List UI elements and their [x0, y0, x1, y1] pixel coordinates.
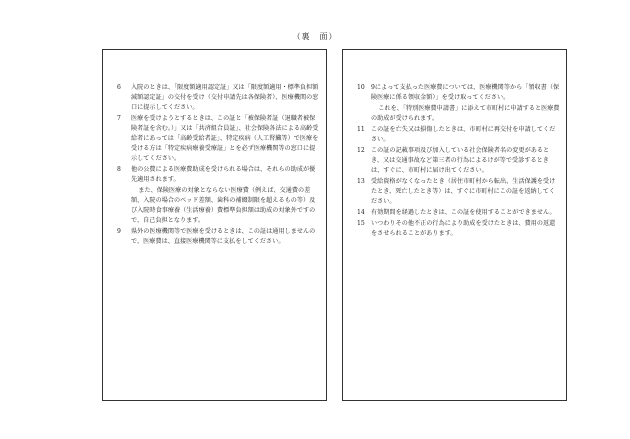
notice-item-6: [117, 83, 320, 113]
notice-item-text: 9によって支払った医療費については、医療機関等から「領収書（保険医療に係る領収金額）」を受け取ってください。: [371, 84, 560, 101]
notice-item-7: [117, 114, 320, 164]
notice-item-13: [357, 177, 560, 207]
notice-item-9: [117, 227, 320, 247]
notice-item-number: 10: [357, 84, 365, 91]
right-notice-panel: [342, 49, 567, 401]
left-notice-panel: [102, 49, 327, 401]
page-header-title: （裏 面）: [292, 32, 338, 41]
notice-item-number: 9: [117, 228, 121, 235]
notice-item-number: 15: [357, 220, 365, 227]
notice-item-10-continuation: これを、「特別医療費申請書」に添えて市町村に申請すると医療費の助成が受けられます。: [371, 105, 560, 122]
notice-item-text: 医療を受けようとするときは、この証と「被保険者証（退職者被保険者証を含む。）」又は「共済組合員証」、社会保険各法による高齢受給者にあっては「高齢受給者証」、特定疾病（人工腎臓等）で医療を受ける方は「特定疾病療養受療証」とを必ず医療機関等の窓口に提示してください。: [131, 115, 319, 162]
notice-item-number: 14: [357, 209, 365, 216]
notice-item-8: [117, 165, 320, 185]
notice-item-11: [357, 125, 560, 145]
notice-item-number: 8: [117, 166, 121, 173]
notice-item-15: [357, 219, 560, 239]
notice-item-text: 有効期間を経過したときは、この証を使用することができません。: [371, 209, 556, 216]
notice-item-text: 受給資格がなくなったとき（居住市町村から転出、生活保護を受けたとき、死亡したとき等）は、すぐに市町村にこの証を返納してください。: [371, 178, 556, 205]
left-notice-content: [117, 83, 320, 248]
notice-item-8-continuation: また、保険医療の対象とならない医療費（例えば、交通費の差額、入院の場合のベッド差額、歯科の補綴制限を超えるもの等）及び入院時食事療養（生活療養）費標準負担額は助成の対象外ですので、自己負担となります。: [131, 187, 316, 224]
notice-item-text: いつわりその他不正の行為により助成を受けたときは、費用の返還をさせられることがあります。: [371, 220, 556, 237]
notice-item-number: 11: [357, 126, 365, 133]
notice-item-text: この証の記載事項及び加入している社会保険者名の変更があるとき、又は交通事故など第三者の行為によるけが等で受診するときは、すぐに、市町村に届け出てください。: [371, 147, 550, 174]
right-notice-content: [357, 83, 560, 240]
notice-item-number: 12: [357, 147, 365, 154]
notice-item-text: 他の公費による医療費助成を受けられる場合は、それらの助成が優先適用されます。: [131, 166, 316, 183]
notice-item-text: この証を亡失又は損傷したときは、市町村に再交付を申請してください。: [371, 126, 556, 143]
notice-item-10: [357, 83, 560, 103]
notice-item-14: [357, 208, 560, 218]
notice-item-number: 6: [117, 84, 121, 91]
notice-item-number: 13: [357, 178, 365, 185]
notice-item-12: [357, 146, 560, 176]
notice-item-text: 入院のときは、「限度額適用認定証」又は「限度額適用・標準負担額減額認定証」の交付を受け（交付申請先は各保険者）、医療機関の窓口に提示してください。: [131, 84, 319, 111]
notice-item-text: 県外の医療機関等で医療を受けるときは、この証は通用しませんので、医療費は、直接医療機関等に支払をしてください。: [131, 228, 316, 245]
notice-item-number: 7: [117, 115, 121, 122]
